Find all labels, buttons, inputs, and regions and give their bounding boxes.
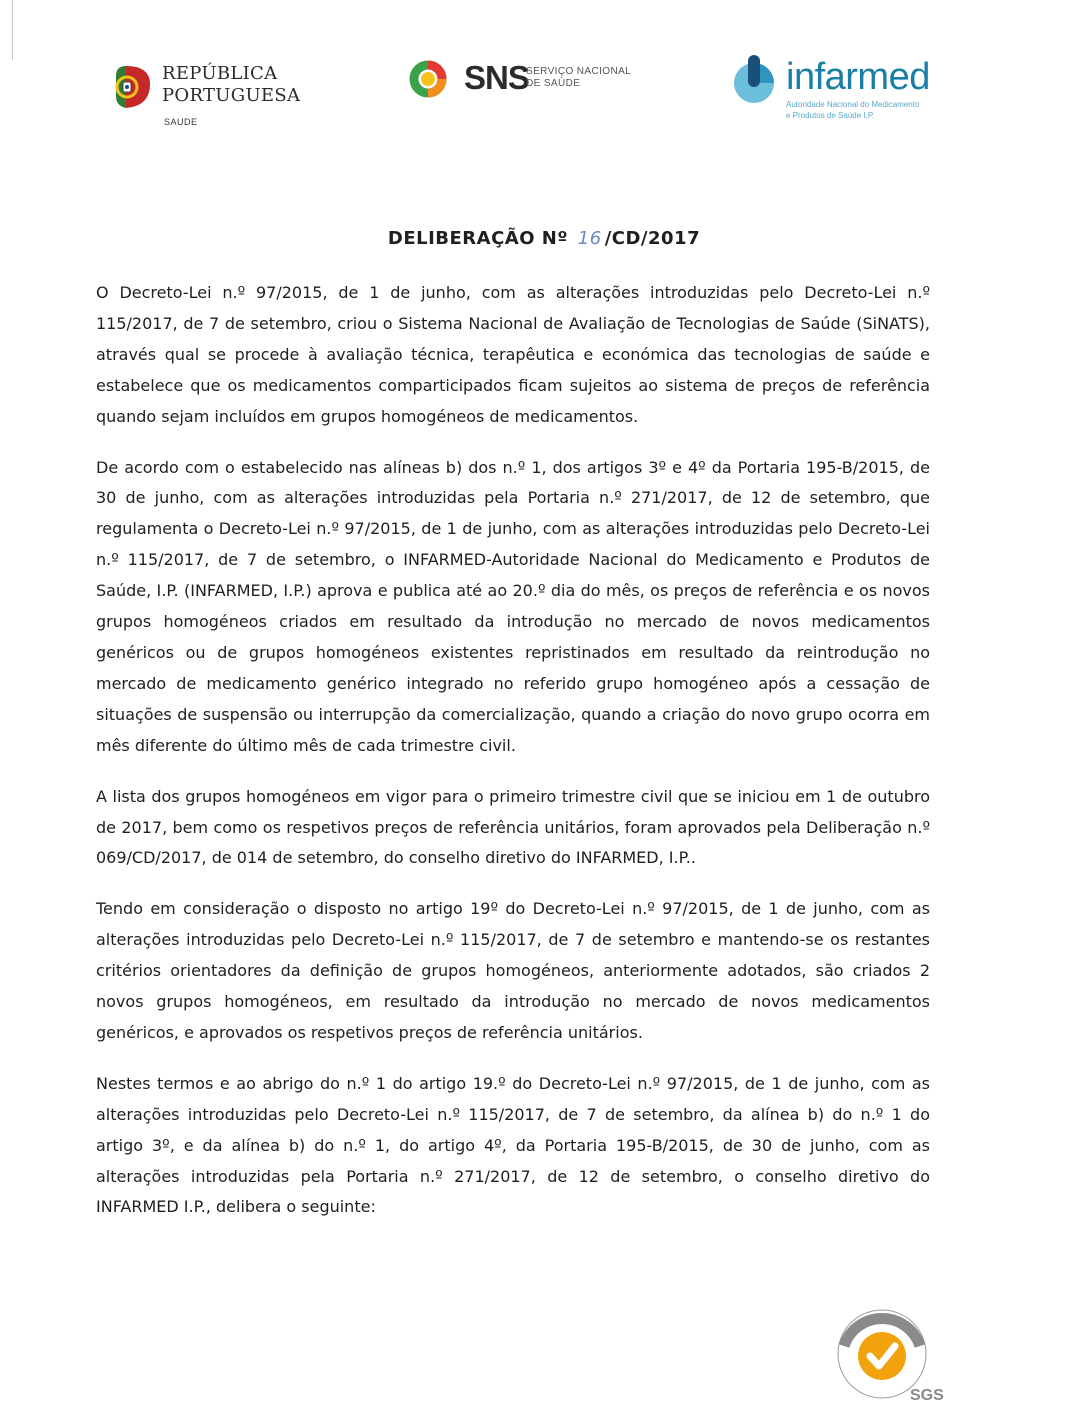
sns-ring-icon	[408, 58, 448, 98]
title-handwritten-number: 16	[577, 228, 602, 249]
portugal-emblem-icon	[112, 62, 154, 114]
infarmed-subtitle-line1: Autoridade Nacional do Medicamento	[786, 100, 920, 109]
infarmed-drop-icon	[730, 55, 778, 107]
infarmed-subtitle-line2: e Produtos de Saúde I.P.	[786, 111, 875, 120]
republica-portuguesa-wordmark	[162, 63, 300, 107]
department-label: SAUDE	[164, 117, 198, 127]
paragraph-5: Nestes termos e ao abrigo do n.º 1 do artigo 19.º do Decreto-Lei n.º 97/2015, de 1 de junho, com as alterações introduzidas pelo Decreto-Lei n.º 115/2017, de 7 de setembro, da alínea b) do n.º 1 do artigo 3º, e da alínea b) do n.º 1, do artigo 4º, da Portaria 195-B/2015, de 30 de junho, com as alterações introduzidas pela Portaria n.º 271/2017, de 12 de setembro, o conselho diretivo do INFARMED I.P., delibera o seguinte:	[96, 1073, 930, 1217]
paragraph-1: O Decreto-Lei n.º 97/2015, de 1 de junho, com as alterações introduzidas pelo Decreto-Lei n.º 115/2017, de 7 de setembro, criou o Sistema Nacional de Avaliação de Tecnologias de Saúde (SiNATS), através qual se procede à avaliação técnica, terapêutica e económica das tecnologias de saúde e estabelece que os medicamentos comparticipados ficam sujeitos ao sistema de preços de referência quando sejam incluídos em grupos homogéneos de medicamentos.	[96, 283, 930, 426]
sns-logo	[408, 58, 638, 102]
document-body	[96, 278, 930, 1223]
scan-edge-line	[12, 0, 13, 60]
republica-portuguesa-logo	[112, 58, 312, 138]
infarmed-wordmark: infarmed	[786, 56, 930, 98]
infarmed-logo	[730, 55, 940, 135]
sns-subtitle	[526, 66, 631, 90]
republica-line1: REPÚBLICA	[162, 63, 278, 84]
sgs-certification-seal	[832, 1306, 944, 1406]
paragraph-3: A lista dos grupos homogéneos em vigor para o primeiro trimestre civil que se iniciou em 1 de outubro de 2017, bem como os respetivos preços de referência unitários, foram aprovados pela Deliberação n.º 069/CD/2017, de 014 de setembro, do conselho diretivo do INFARMED, I.P..	[96, 786, 930, 868]
deliberation-title	[0, 228, 1088, 249]
sgs-seal-icon	[832, 1306, 944, 1406]
paragraph-2: De acordo com o estabelecido nas alíneas b) dos n.º 1, dos artigos 3º e 4º da Portaria 195-B/2015, de 30 de junho, com as alterações introduzidas pela Portaria n.º 271/2017, de 12 de setembro, que regulamenta o Decreto-Lei n.º 97/2015, de 1 de junho, com as alterações introduzidas pelo Decreto-Lei n.º 115/2017, de 7 de setembro, o INFARMED-Autoridade Nacional do Medicamento e Produtos de Saúde, I.P. (INFARMED, I.P.) aprova e publica até ao 20.º dia do mês, os preços de referência e os novos grupos homogéneos criados em resultado da introdução no mercado de novos medicamentos genéricos ou de grupos homogéneos existentes repristinados em resultado da reintrodução no mercado de medicamento genérico integrado no referido grupo homogéneo após a cessação de situações de suspensão ou interrupção da comercialização, quando a criação do novo grupo ocorra em mês diferente do último mês de cada trimestre civil.	[96, 457, 930, 755]
title-suffix: /CD/2017	[604, 228, 701, 249]
sns-subtitle-line2: DE SAÚDE	[526, 78, 581, 89]
sns-wordmark: SNS	[464, 59, 529, 96]
paragraph-4: Tendo em consideração o disposto no artigo 19º do Decreto-Lei n.º 97/2015, de 1 de junho, com as alterações introduzidas pelo Decreto-Lei n.º 115/2017, de 7 de setembro e mantendo-se os restantes critérios orientadores da definição de grupos homogéneos, anteriormente adotados, são criados 2 novos grupos homogéneos, em resultado da introdução no mercado de novos medicamentos genéricos, e aprovados os respetivos preços de referência unitários.	[96, 899, 930, 1042]
title-prefix: DELIBERAÇÃO Nº	[387, 228, 569, 249]
sgs-seal-label: SGS	[910, 1387, 944, 1404]
republica-line2: PORTUGUESA	[162, 85, 301, 106]
infarmed-subtitle	[786, 99, 919, 121]
sns-subtitle-line1: SERVIÇO NACIONAL	[526, 66, 632, 77]
